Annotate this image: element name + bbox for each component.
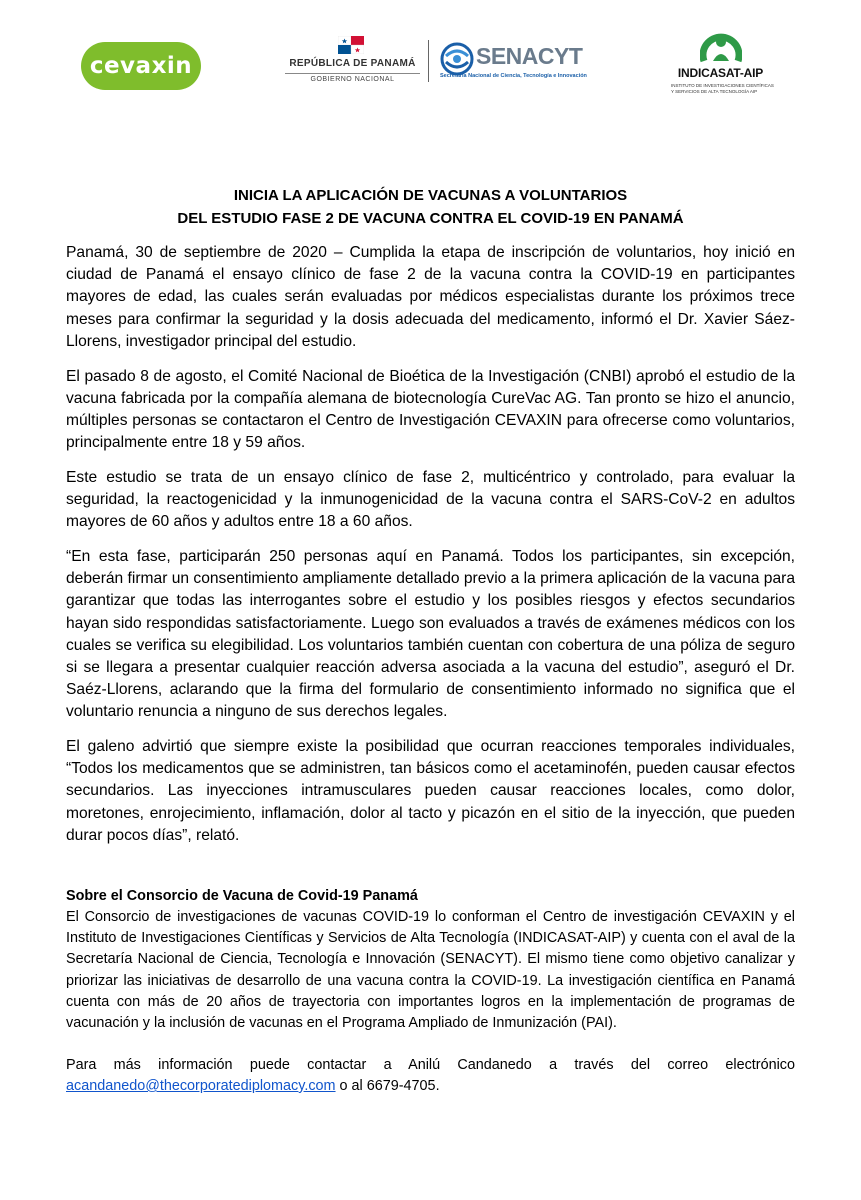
government-subtitle: GOBIERNO NACIONAL: [285, 73, 420, 83]
contact-phone: o al 6679-4705.: [335, 1077, 440, 1094]
paragraph-side-effects: El galeno advirtió que siempre existe la posibilidad que ocurran reacciones temporales individuales, “Todos los medicamentos que se administren, tan básicos como el acetaminofén, pueden causar efectos secundarios. Las inyecciones intramusculares pueden causar reacciones locales, como dolor, moretones, enrojecimiento, inflamación, dolor al tacto y picazón en el sitio de la inyección, que pueden durar pocos días”, relató.: [66, 738, 795, 844]
panama-government-logo: [285, 36, 420, 86]
paragraph-intro: Panamá, 30 de septiembre de 2020 – Cumplida la etapa de inscripción de voluntarios, hoy inició en ciudad de Panamá el ensayo clínico de fase 2 de la vacuna contra la COVID-19 en participantes mayores de edad, las cuales serán evaluadas por médicos especialistas durante los próximos trece meses para confirmar la seguridad y la dosis adecuada del medicamento, informó el Dr. Xavier Sáez-Llorens, investigador principal del estudio.: [66, 244, 795, 350]
paragraph-study: Este estudio se trata de un ensayo clínico de fase 2, multicéntrico y controlado, para evaluar la seguridad, la reactogenicidad y la inmunogenicidad de la vacuna contra el SARS-CoV-2 en adultos mayores de 60 años y adultos entre 18 a 60 años.: [66, 468, 795, 531]
press-release-body: [66, 184, 795, 1097]
about-heading: Sobre el Consorcio de Vacuna de Covid-19 Panamá: [66, 887, 418, 904]
panama-flag-icon: [338, 36, 364, 54]
indicasat-name: INDICASAT-AIP: [677, 66, 764, 80]
logo-header: [0, 0, 861, 130]
contact-text: Para más información puede contactar a Anilú Candanedo a través del correo electrónico: [66, 1056, 795, 1073]
cevaxin-logo: cevaxin: [81, 42, 201, 90]
title-line-2: DEL ESTUDIO FASE 2 DE VACUNA CONTRA EL COVID-19 EN PANAMÁ: [177, 210, 684, 227]
senacyt-logo: [440, 42, 585, 82]
page-title: [66, 184, 795, 230]
senacyt-subtitle: Secretaría Nacional de Ciencia, Tecnología e Innovación: [440, 73, 587, 79]
indicasat-emblem-icon: [700, 27, 742, 67]
contact-info: [66, 1055, 795, 1098]
government-name: REPÚBLICA DE PANAMÁ: [289, 58, 416, 69]
contact-email-link[interactable]: acandanedo@thecorporatediplomacy.com: [66, 1077, 336, 1094]
paragraph-approval: El pasado 8 de agosto, el Comité Nacional de Bioética de la Investigación (CNBI) aprobó el estudio de la vacuna fabricada por la compañía alemana de biotecnología CureVac AG. Tan pronto se hizo el anuncio, múltiples personas se contactaron el Centro de Investigación CEVAXIN para ofrecerse como voluntarios, principalmente entre 18 y 59 años.: [66, 367, 795, 452]
about-text: El Consorcio de investigaciones de vacunas COVID-19 lo conforman el Centro de investigación CEVAXIN y el Instituto de Investigaciones Científicas y Servicios de Alta Tecnología (INDICASAT-AIP) y cuenta con el aval de la Secretaría Nacional de Ciencia, Tecnología e Innovación (SENACYT). El mismo tiene como objetivo canalizar y priorizar las iniciativas de desarrollo de una vacuna contra la COVID-19. La investigación científica en Panamá cuenta con más de 20 años de trayectoria con importantes logros en la implementación de programas de vacunación y la inclusión de vacunas en el Programa Ampliado de Inmunización (PAI).: [66, 908, 795, 1032]
senacyt-swirl-icon: [440, 42, 474, 76]
senacyt-name: SENACYT: [476, 43, 583, 69]
indicasat-logo: [663, 27, 778, 107]
title-line-1: INICIA LA APLICACIÓN DE VACUNAS A VOLUNTARIOS: [233, 187, 628, 204]
section-spacer: [66, 860, 795, 886]
indicasat-subtitle: INSTITUTO DE INVESTIGACIONES CIENTÍFICAS Y SERVICIOS DE ALTA TECNOLOGÍA AIP: [671, 83, 774, 94]
paragraph-quote: “En esta fase, participarán 250 personas aquí en Panamá. Todos los participantes, sin excepción, deberán firmar un consentimiento ampliamente detallado previo a la primera aplicación de la vacuna para garantizar que todas las interrogantes sobre el estudio y los posibles riesgos y efectos secundarios hayan sido respondidas satisfactoriamente. Luego son evaluados a través de exámenes médicos con los cuales se verifica su elegibilidad. Los voluntarios también cuentan con cobertura de una póliza de seguro si se llegara a presentar cualquier reacción adversa asociada a la vacuna del estudio”, aseguró el Dr. Saéz-Llorens, aclarando que la firma del formulario de consentimiento informado no significa que el voluntario renuncia a ninguno de sus derechos legales.: [66, 547, 795, 721]
about-section: [66, 886, 795, 1098]
logo-divider: [428, 40, 429, 82]
